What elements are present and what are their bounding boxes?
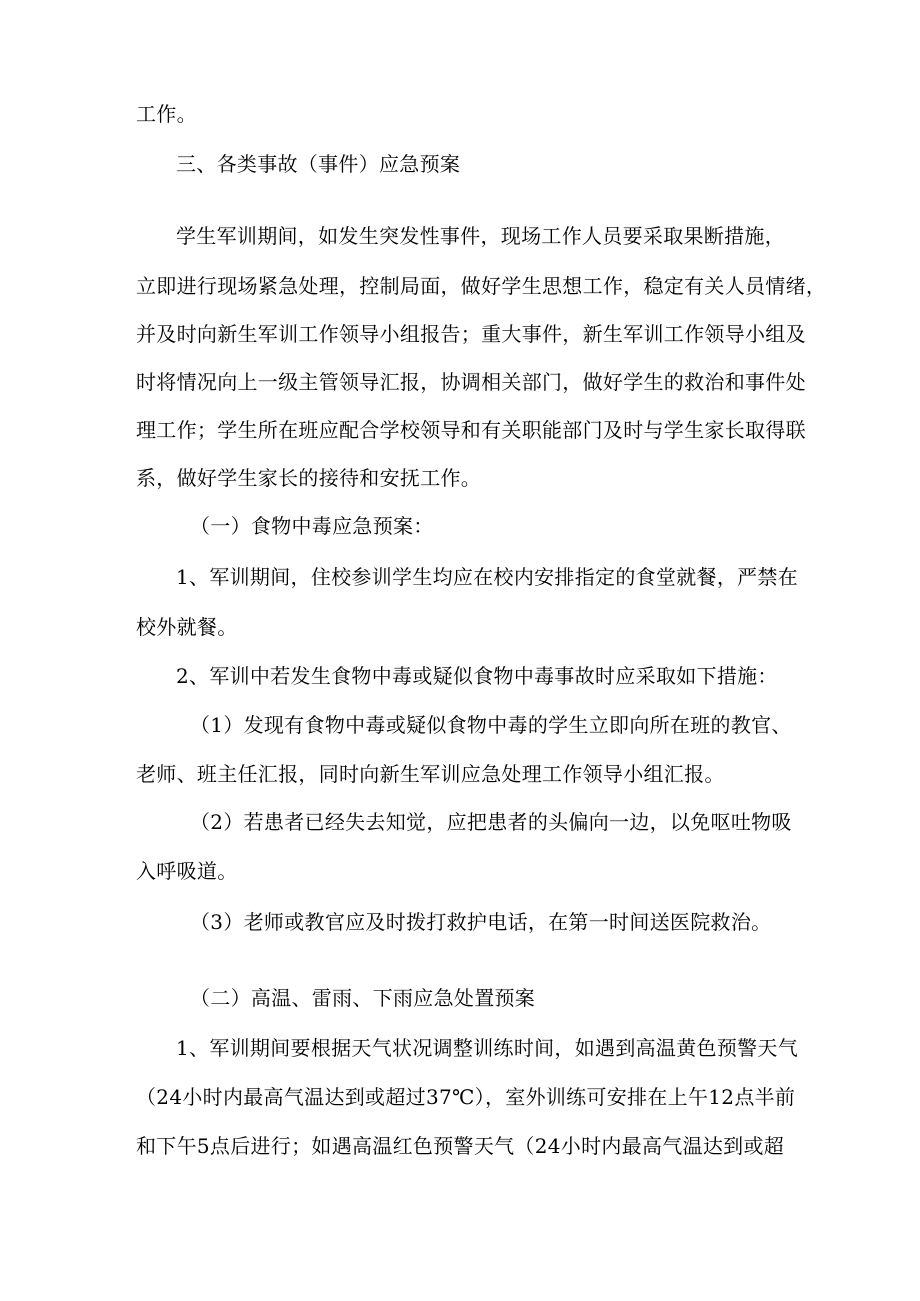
paragraph-line: 校外就餐。 bbox=[136, 615, 238, 639]
paragraph-line: 和下午5点后进行；如遇高温红色预警天气（24小时内最高气温达到或超 bbox=[136, 1134, 785, 1158]
paragraph-line: 立即进行现场紧急处理，控制局面，做好学生思想工作，稳定有关人员情绪， bbox=[136, 274, 827, 298]
subsection-heading: （二）高温、雷雨、下雨应急处置预案 bbox=[190, 986, 536, 1010]
paragraph-line: 时将情况向上一级主管领导汇报，协调相关部门，做好学生的救治和事件处 bbox=[136, 370, 806, 394]
paragraph-line: 并及时向新生军训工作领导小组报告；重大事件，新生军训工作领导小组及 bbox=[136, 322, 806, 346]
paragraph-line: 学生军训期间，如发生突发性事件，现场工作人员要采取果断措施， bbox=[176, 224, 785, 248]
paragraph-line: 1、军训期间，住校参训学生均应在校内安排指定的食堂就餐，严禁在 bbox=[176, 565, 799, 589]
paragraph-line: （3）老师或教官应及时拨打救护电话，在第一时间送医院救治。 bbox=[190, 910, 772, 934]
paragraph-line: 系，做好学生家长的接待和安抚工作。 bbox=[136, 466, 482, 490]
paragraph-line: （2）若患者已经失去知觉，应把患者的头偏向一边，以免呕吐物吸 bbox=[190, 810, 792, 834]
section-heading: 三、各类事故（事件）应急预案 bbox=[176, 152, 461, 176]
subsection-heading: （一）食物中毒应急预案： bbox=[190, 514, 434, 538]
paragraph-line: （1）发现有食物中毒或疑似食物中毒的学生立即向所在班的教官、 bbox=[190, 713, 792, 737]
paragraph-line: 理工作；学生所在班应配合学校领导和有关职能部门及时与学生家长取得联 bbox=[136, 418, 806, 442]
paragraph-line: 1、军训期间要根据天气状况调整训练时间，如遇到高温黄色预警天气 bbox=[176, 1036, 799, 1060]
paragraph-line: 老师、班主任汇报，同时向新生军训应急处理工作领导小组汇报。 bbox=[136, 762, 725, 786]
paragraph-line: （24小时内最高气温达到或超过37℃），室外训练可安排在上午12点半前 bbox=[136, 1085, 796, 1109]
paragraph-line: 2、军训中若发生食物中毒或疑似食物中毒事故时应采取如下措施： bbox=[176, 664, 778, 688]
paragraph-line: 工作。 bbox=[136, 102, 197, 126]
paragraph-line: 入呼吸道。 bbox=[136, 859, 238, 883]
